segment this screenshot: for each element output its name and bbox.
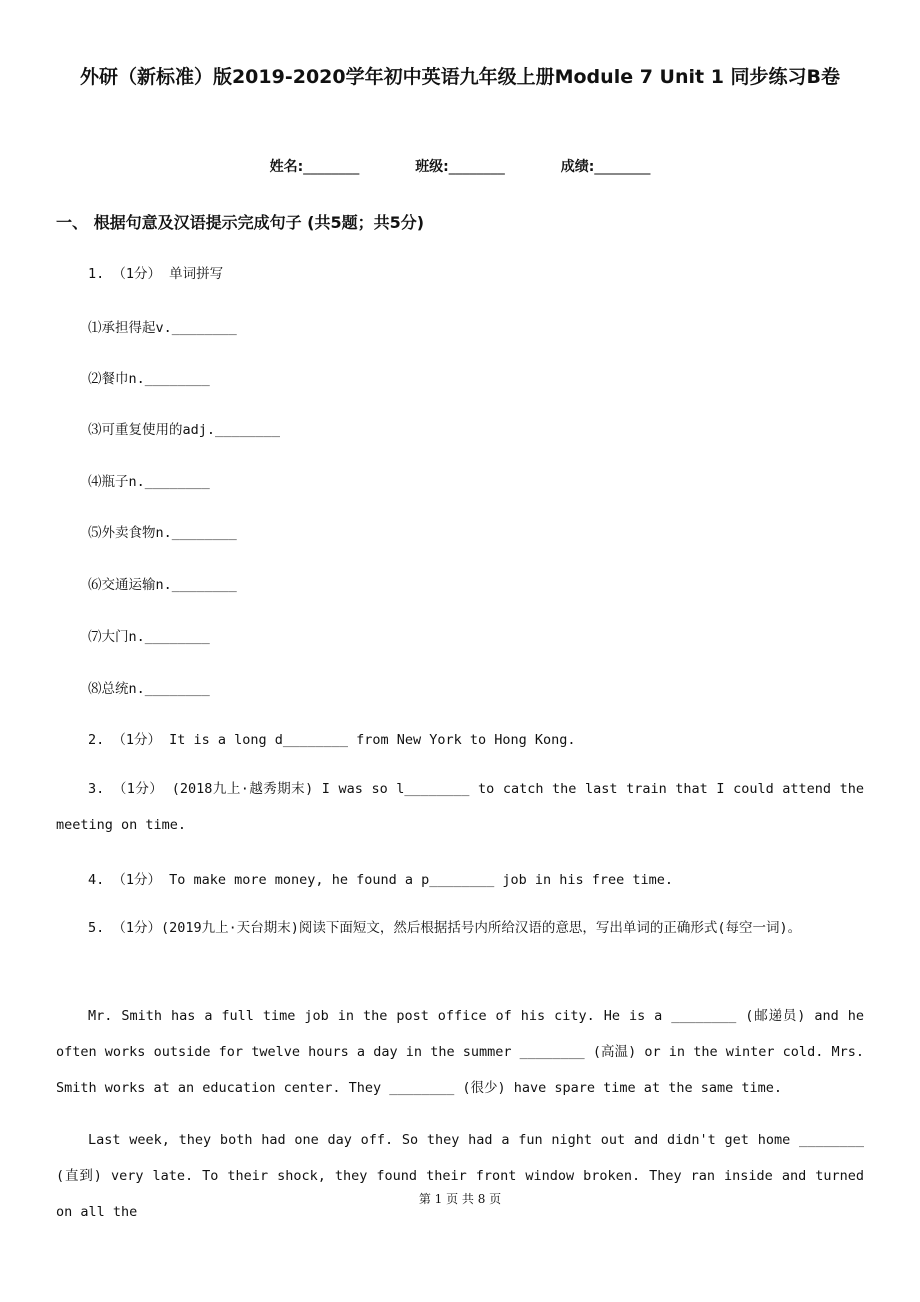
score-field xyxy=(561,156,651,176)
question-1-item: ⑷瓶子n.________ xyxy=(88,474,210,490)
section-heading: 一、 根据句意及汉语提示完成句子 (共5题；共5分) xyxy=(56,213,425,232)
question-1-stem: 1. （1分） 单词拼写 xyxy=(88,266,224,282)
question-1-item: ⑶可重复使用的adj.________ xyxy=(88,422,281,438)
class-label: 班级: xyxy=(415,159,449,175)
passage-paragraph-2: Last week, they both had one day off. So they had a fun night out and didn't get home ________ (直到) very late. To their shock, they found their front window broken. They ran inside and turned on all the xyxy=(56,1132,864,1220)
page-footer: 第 1 页 共 8 页 xyxy=(418,1192,502,1206)
question-1-item: ⑵餐巾n.________ xyxy=(88,371,210,387)
name-blank: ________ xyxy=(303,159,360,175)
question-2: 2. （1分） It is a long d________ from New York to Hong Kong. xyxy=(88,732,576,748)
page-title: 外研（新标准）版2019-2020学年初中英语九年级上册Module 7 Unit 1 同步练习B卷 xyxy=(79,66,841,88)
question-4: 4. （1分） To make more money, he found a p________ job in his free time. xyxy=(88,872,674,888)
question-1-item: ⑹交通运输n.________ xyxy=(88,577,237,593)
name-label: 姓名: xyxy=(269,159,304,175)
question-1-item: ⑴承担得起v.________ xyxy=(88,320,237,336)
class-blank: ________ xyxy=(448,159,505,175)
question-1-item: ⑻总统n.________ xyxy=(88,681,210,697)
passage-paragraph-1: Mr. Smith has a full time job in the post office of his city. He is a ________ (邮递员) and he often works outside for twelve hours a day in the summer ________ (高温) or in the winter cold. Mrs. Smith works at an education center. They ________ (很少) have spare time at the same time. xyxy=(56,1008,864,1096)
class-field xyxy=(415,156,505,176)
question-1-item: ⑸外卖食物n.________ xyxy=(88,525,237,541)
score-blank: ________ xyxy=(594,159,651,175)
name-field xyxy=(270,156,360,176)
question-5: 5. （1分）(2019九上·天台期末)阅读下面短文，然后根据括号内所给汉语的意思，写出单词的正确形式(每空一词)。 xyxy=(88,920,802,936)
score-label: 成绩: xyxy=(560,159,595,175)
student-info-row xyxy=(0,156,920,176)
question-1-item: ⑺大门n.________ xyxy=(88,629,210,645)
question-3: 3. （1分） (2018九上·越秀期末) I was so l________ to catch the last train that I could attend the meeting on time. xyxy=(56,781,864,833)
